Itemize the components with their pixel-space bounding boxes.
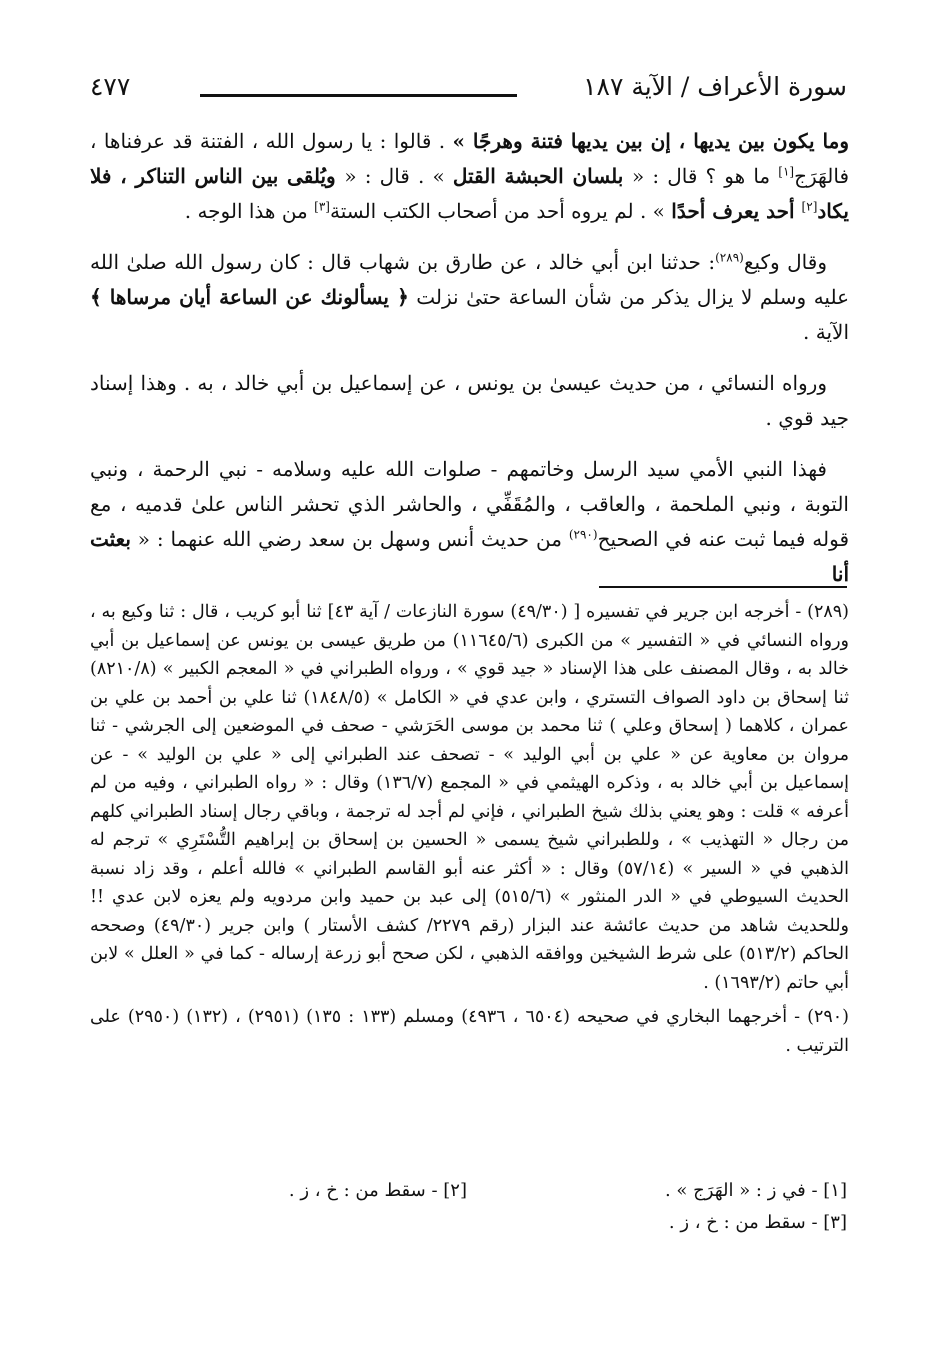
text-run: » . قال : « bbox=[344, 164, 453, 188]
footnote-ref-289: (٢٨٩) bbox=[715, 250, 744, 265]
hadith-text: ويُلقى بين الناس التناكر ، فلا يكاد bbox=[90, 164, 849, 223]
paragraph-4 bbox=[90, 452, 849, 592]
paragraph-3: ورواه النسائي ، من حديث عيسىٰ بن يونس ، عن إسماعيل بن أبي خالد ، به . وهذا إسناد جيد قوي . bbox=[90, 371, 849, 430]
text-run: . قالوا : يا رسول الله ، الفتنة قد عرفناها ، فالهَرَج bbox=[90, 129, 850, 188]
header-rule bbox=[200, 94, 517, 97]
hadith-text: بلسان الحبشة القتل bbox=[452, 164, 632, 188]
hadith-text: بعثت أنا bbox=[90, 527, 849, 586]
footnotes bbox=[90, 598, 849, 1066]
manuscript-notes bbox=[90, 1176, 847, 1246]
text-run: فهذا النبي الأمي سيد الرسل وخاتمهم - صلوات الله عليه وسلامه - نبي الرحمة ، ونبي التوبة ، ونبي الملحمة ، والعاقب ، والمُقَفِّي ، والحاشر الذي تحشر الناس علىٰ قدميه ، مع قوله فيما ثبت عنه في الصحيح bbox=[90, 457, 850, 551]
note-marker-2: [٢] bbox=[801, 199, 818, 214]
text-run: من حديث أنس وسهل بن سعد رضي الله عنهما : « bbox=[130, 527, 569, 551]
manuscript-note-3: [٣] - سقط من : خ ، ز . bbox=[668, 1212, 847, 1233]
page-header bbox=[90, 72, 847, 116]
manuscript-note-1: [١] - في ز : « الهَرَج » . bbox=[664, 1180, 847, 1201]
note-marker-1: [١] bbox=[778, 164, 795, 179]
note-marker-3: [٣] bbox=[314, 199, 330, 214]
footnote-290: (٢٩٠) - أخرجهما البخاري في صحيحه (٦٥٠٤ ، ٤٩٣٦) ومسلم (١٣٣ : ١٣٥) (٢٩٥١) ، (١٣٢) (٢٩٥٠) على الترتيب . bbox=[90, 1007, 849, 1056]
hadith-text: أحد يعرف أحدًا bbox=[671, 199, 802, 223]
text-run: : حدثنا ابن أبي خالد ، عن طارق بن شهاب قال : كان رسول الله صلىٰ الله عليه وسلم لا يزال يذكر من شأن الساعة حتىٰ نزلت bbox=[90, 250, 850, 309]
text-run: » . لم يروه أحد من أصحاب الكتب الستة bbox=[329, 199, 672, 223]
footnote-289: (٢٨٩) - أخرجه ابن جرير في تفسيره [ (٤٩/٣٠) سورة النازعات / آية ٤٣] ثنا أبو كريب ، قال : ثنا وكيع به ، ورواه النسائي في « التفسير » من الكبرى (١١٦٤٥/٦) من طريق عيسى بن يونس عن إسماعيل بن أبي خالد به ، وقال المصنف على هذا الإسناد « جيد قوي » ، ورواه الطبراني في « المعجم الكبير » (٨٢١٠/٨) ثنا إسحاق بن داود الصواف التستري ، وابن عدي في « الكامل » (١٨٤٨/٥) ثنا علي بن أحمد بن علي بن عمران ، كلاهما ( إسحاق وعلي ) ثنا محمد بن موسى الحَرَشي - صحف في الموضعين إلى الجرشي - ثنا مروان بن معاوية عن « علي بن أبي الوليد » - تصحف عند الطبراني إلى « علي بن الوليد » - عن إسماعيل بن أبي خالد به ، وذكره الهيثمي في « المجمع (١٣٦/٧) وقال : « رواه الطبراني ، وفيه من لم أعرفه » قلت : وهو يعني بذلك شيخ الطبراني ، فإني لم أجد له ترجمة ، وباقي رجال إسناد الطبراني كلهم من رجال « التهذيب » ، وللطبراني شيخ يسمى « الحسين بن إسحاق بن إبراهيم التُّسْتَرِي » ترجم له الذهبي في « السير » (٥٧/١٤) وقال : « أكثر عنه أبو القاسم الطبراني » فالله أعلم ، وقد زاد نسبة الحديث السيوطي في « الدر المنثور » (٥١٥/٦) إلى عبد بن حميد وابن مردويه ولم يعزه لابن عدي !! وللحديث شاهد من حديث عائشة عند البزار (رقم ٢٢٧٩/ كشف الأستار ) وابن جرير (٤٩/٣٠) وصححه الحاكم (٥١٣/٢) على شرط الشيخين ووافقه الذهبي ، لكن صحح أبو زرعة إرساله - كما في « العلل » لابن أبي حاتم (١٦٩٣/٢) . bbox=[90, 602, 850, 993]
quran-verse: ﴿ يسألونك عن الساعة أيان مرساها ﴾ bbox=[90, 285, 409, 309]
hadith-text: وما يكون بين يديها ، إن بين يديها فتنة وهرجًا » bbox=[452, 129, 849, 153]
footnote-ref-290: (٢٩٠) bbox=[568, 527, 598, 542]
text-run: وقال وكيع bbox=[743, 250, 827, 274]
text-run: ما هو ؟ قال : « bbox=[632, 164, 779, 188]
manuscript-note-2: [٢] - سقط من : خ ، ز . bbox=[288, 1180, 467, 1201]
text-run: الآية . bbox=[803, 320, 849, 344]
footnote-separator bbox=[599, 586, 847, 588]
text-run: من هذا الوجه . bbox=[184, 199, 315, 223]
page-number: ٤٧٧ bbox=[90, 72, 131, 101]
paragraph-2 bbox=[90, 245, 849, 350]
paragraph-1 bbox=[90, 124, 849, 229]
main-text bbox=[90, 124, 849, 608]
running-title: سورة الأعراف / الآية ١٨٧ bbox=[583, 72, 847, 101]
